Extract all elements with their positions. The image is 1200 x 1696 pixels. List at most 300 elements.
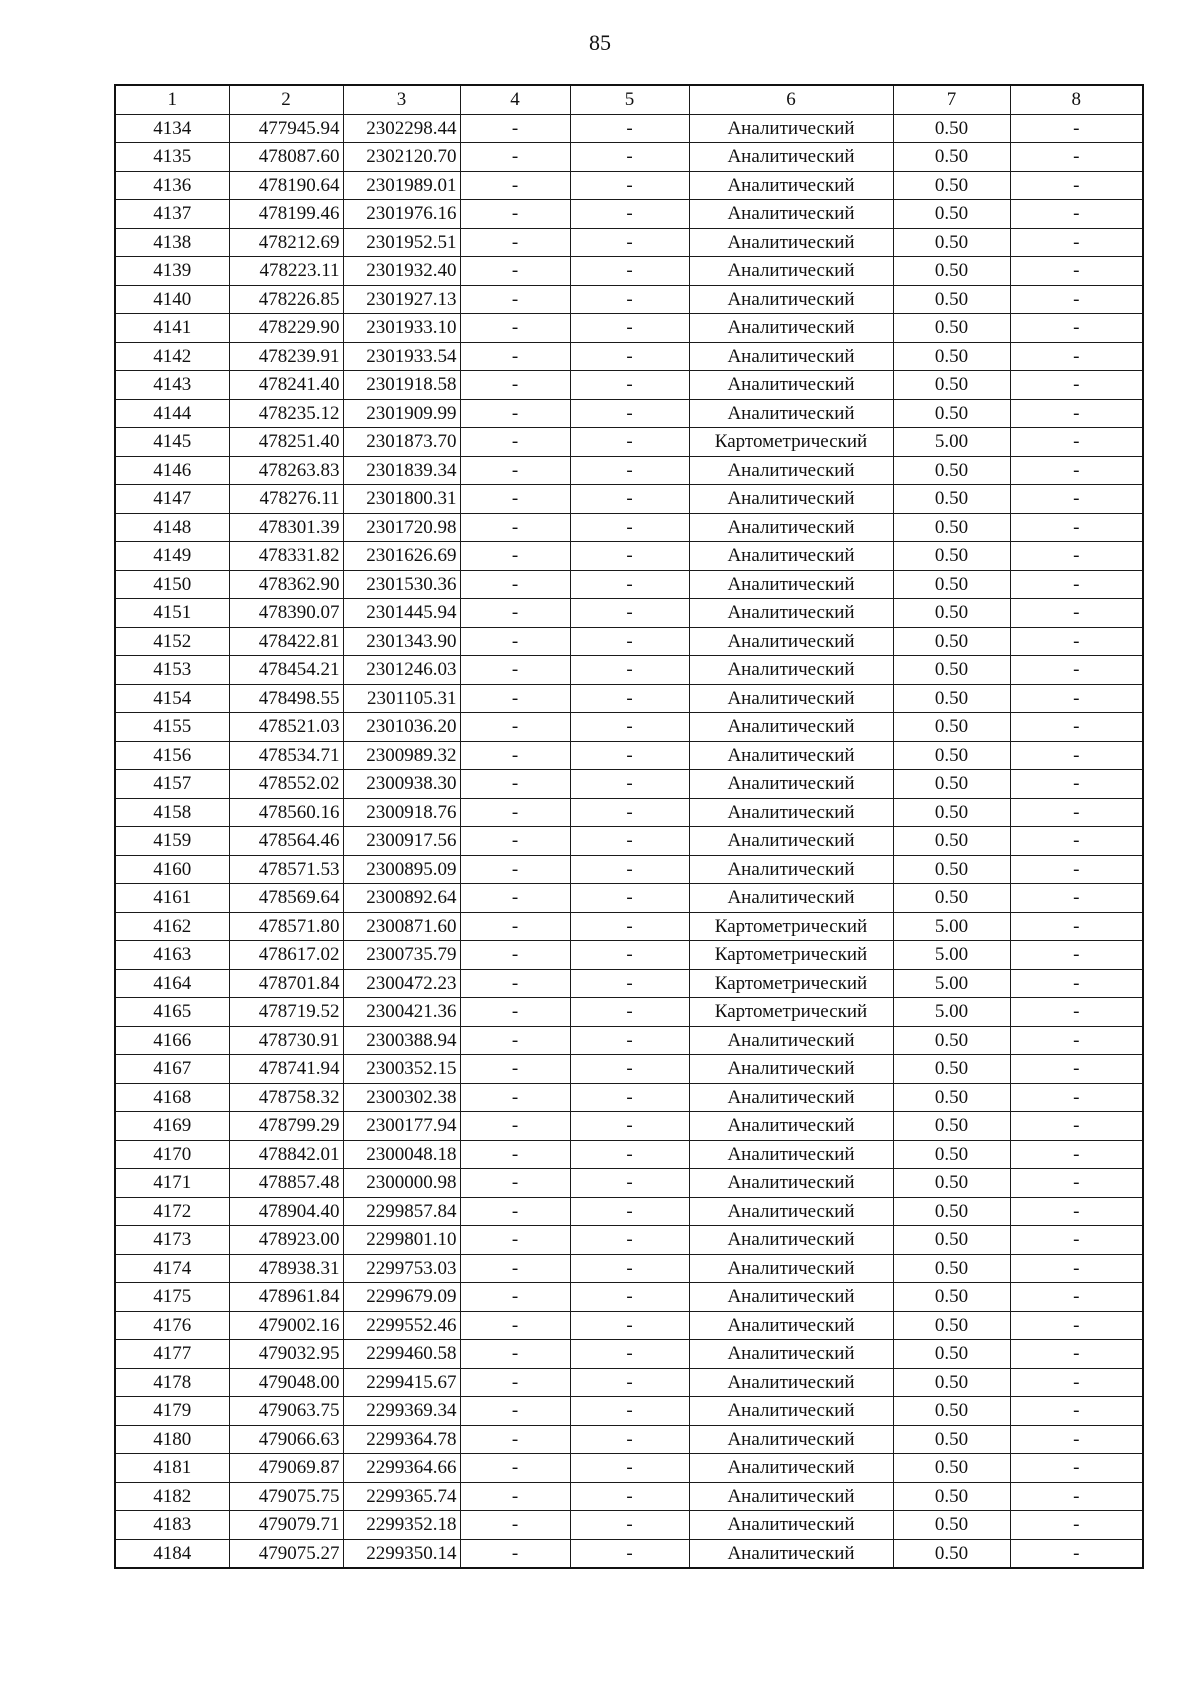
cell-col-8: - [1010,1368,1143,1397]
table-row [115,428,1143,457]
cell-method: Аналитический [689,713,893,742]
cell-method: Аналитический [689,485,893,514]
cell-coord-x: 479066.63 [229,1425,343,1454]
cell-col-5: - [570,656,689,685]
cell-col-4: - [460,855,570,884]
cell-col-4: - [460,1197,570,1226]
cell-coord-y: 2301839.34 [343,456,460,485]
cell-col-4: - [460,1254,570,1283]
cell-col-8: - [1010,371,1143,400]
cell-coord-y: 2301445.94 [343,599,460,628]
cell-col-5: - [570,342,689,371]
table-row [115,798,1143,827]
cell-method: Аналитический [689,1368,893,1397]
cell-col-8: - [1010,1169,1143,1198]
table-row [115,855,1143,884]
cell-col-4: - [460,1482,570,1511]
cell-col-8: - [1010,599,1143,628]
cell-point-number: 4173 [115,1226,229,1255]
cell-point-number: 4153 [115,656,229,685]
cell-method: Аналитический [689,1397,893,1426]
cell-method: Аналитический [689,1454,893,1483]
cell-coord-y: 2301246.03 [343,656,460,685]
table-header [115,85,1143,114]
cell-point-number: 4142 [115,342,229,371]
cell-coord-x: 479048.00 [229,1368,343,1397]
cell-point-number: 4175 [115,1283,229,1312]
cell-col-5: - [570,200,689,229]
cell-coord-y: 2300871.60 [343,912,460,941]
cell-method: Аналитический [689,656,893,685]
cell-col-5: - [570,627,689,656]
cell-col-8: - [1010,228,1143,257]
cell-col-5: - [570,1511,689,1540]
cell-coord-x: 478857.48 [229,1169,343,1198]
cell-col-5: - [570,456,689,485]
cell-col-4: - [460,228,570,257]
cell-coord-x: 478301.39 [229,513,343,542]
cell-coord-y: 2300472.23 [343,969,460,998]
cell-coord-x: 478799.29 [229,1112,343,1141]
cell-coord-y: 2301932.40 [343,257,460,286]
cell-col-8: - [1010,1140,1143,1169]
cell-col-8: - [1010,827,1143,856]
cell-coord-y: 2299365.74 [343,1482,460,1511]
cell-coord-y: 2299364.78 [343,1425,460,1454]
cell-accuracy: 5.00 [893,969,1010,998]
cell-accuracy: 0.50 [893,114,1010,143]
cell-col-8: - [1010,1055,1143,1084]
cell-coord-x: 478212.69 [229,228,343,257]
cell-method: Аналитический [689,200,893,229]
cell-coord-x: 479002.16 [229,1311,343,1340]
cell-col-4: - [460,713,570,742]
cell-col-5: - [570,1254,689,1283]
cell-col-5: - [570,599,689,628]
cell-method: Аналитический [689,371,893,400]
cell-coord-y: 2299415.67 [343,1368,460,1397]
cell-col-5: - [570,1397,689,1426]
cell-col-5: - [570,770,689,799]
cell-point-number: 4146 [115,456,229,485]
cell-coord-y: 2299350.14 [343,1539,460,1568]
cell-col-4: - [460,1140,570,1169]
cell-method: Аналитический [689,1112,893,1141]
cell-col-4: - [460,143,570,172]
table-row [115,1397,1143,1426]
column-header-1: 1 [115,85,229,114]
cell-point-number: 4183 [115,1511,229,1540]
cell-accuracy: 0.50 [893,257,1010,286]
cell-coord-x: 478938.31 [229,1254,343,1283]
cell-coord-y: 2302298.44 [343,114,460,143]
cell-col-5: - [570,513,689,542]
cell-coord-x: 479069.87 [229,1454,343,1483]
cell-point-number: 4148 [115,513,229,542]
cell-col-4: - [460,342,570,371]
cell-coord-x: 478190.64 [229,171,343,200]
cell-col-8: - [1010,143,1143,172]
cell-col-4: - [460,1368,570,1397]
cell-col-8: - [1010,1539,1143,1568]
cell-method: Аналитический [689,827,893,856]
cell-coord-x: 478498.55 [229,684,343,713]
cell-coord-y: 2301976.16 [343,200,460,229]
cell-col-8: - [1010,1254,1143,1283]
cell-col-8: - [1010,1511,1143,1540]
cell-col-8: - [1010,314,1143,343]
cell-col-8: - [1010,485,1143,514]
table-row [115,941,1143,970]
cell-accuracy: 0.50 [893,1083,1010,1112]
table-header-row [115,85,1143,114]
table-row [115,1083,1143,1112]
cell-col-5: - [570,1283,689,1312]
cell-method: Аналитический [689,456,893,485]
cell-coord-x: 478226.85 [229,285,343,314]
cell-col-4: - [460,485,570,514]
cell-col-8: - [1010,1112,1143,1141]
table-row [115,171,1143,200]
cell-method: Аналитический [689,1425,893,1454]
cell-col-5: - [570,912,689,941]
cell-accuracy: 0.50 [893,1197,1010,1226]
cell-method: Аналитический [689,171,893,200]
cell-point-number: 4135 [115,143,229,172]
cell-col-5: - [570,1083,689,1112]
cell-point-number: 4138 [115,228,229,257]
column-header-8: 8 [1010,85,1143,114]
cell-col-8: - [1010,1083,1143,1112]
cell-col-8: - [1010,798,1143,827]
cell-method: Аналитический [689,228,893,257]
cell-accuracy: 0.50 [893,798,1010,827]
cell-col-8: - [1010,1283,1143,1312]
table-row [115,969,1143,998]
cell-coord-y: 2300938.30 [343,770,460,799]
cell-coord-x: 478390.07 [229,599,343,628]
cell-coord-y: 2301873.70 [343,428,460,457]
cell-point-number: 4160 [115,855,229,884]
cell-col-5: - [570,1197,689,1226]
cell-col-8: - [1010,1226,1143,1255]
cell-col-4: - [460,513,570,542]
cell-point-number: 4156 [115,741,229,770]
cell-col-5: - [570,428,689,457]
cell-method: Аналитический [689,542,893,571]
cell-coord-x: 478741.94 [229,1055,343,1084]
column-header-5: 5 [570,85,689,114]
table-row [115,1454,1143,1483]
cell-col-4: - [460,570,570,599]
cell-method: Аналитический [689,570,893,599]
cell-col-5: - [570,969,689,998]
table-row [115,285,1143,314]
cell-coord-y: 2301918.58 [343,371,460,400]
cell-accuracy: 0.50 [893,399,1010,428]
table-row [115,1226,1143,1255]
table-row [115,314,1143,343]
table-row [115,998,1143,1027]
cell-coord-x: 478534.71 [229,741,343,770]
cell-col-4: - [460,741,570,770]
table-row [115,371,1143,400]
cell-accuracy: 0.50 [893,1368,1010,1397]
cell-col-8: - [1010,656,1143,685]
cell-col-8: - [1010,1454,1143,1483]
cell-coord-x: 478454.21 [229,656,343,685]
cell-coord-x: 478263.83 [229,456,343,485]
cell-accuracy: 0.50 [893,1454,1010,1483]
cell-col-4: - [460,1539,570,1568]
cell-point-number: 4168 [115,1083,229,1112]
cell-point-number: 4163 [115,941,229,970]
cell-coord-y: 2300421.36 [343,998,460,1027]
cell-method: Аналитический [689,1055,893,1084]
cell-coord-x: 478521.03 [229,713,343,742]
cell-col-8: - [1010,941,1143,970]
cell-col-5: - [570,1055,689,1084]
cell-accuracy: 5.00 [893,941,1010,970]
cell-col-5: - [570,485,689,514]
cell-coord-y: 2301626.69 [343,542,460,571]
cell-method: Аналитический [689,1511,893,1540]
cell-col-5: - [570,1026,689,1055]
table-row [115,741,1143,770]
table-row [115,114,1143,143]
cell-point-number: 4166 [115,1026,229,1055]
cell-method: Аналитический [689,884,893,913]
cell-accuracy: 0.50 [893,1226,1010,1255]
cell-col-4: - [460,1340,570,1369]
cell-coord-x: 478199.46 [229,200,343,229]
cell-coord-x: 478251.40 [229,428,343,457]
cell-col-8: - [1010,1026,1143,1055]
cell-col-8: - [1010,513,1143,542]
cell-coord-x: 478617.02 [229,941,343,970]
cell-coord-x: 478241.40 [229,371,343,400]
cell-point-number: 4139 [115,257,229,286]
table-row [115,1425,1143,1454]
cell-accuracy: 0.50 [893,1425,1010,1454]
cell-method: Аналитический [689,114,893,143]
cell-col-5: - [570,314,689,343]
cell-coord-y: 2301720.98 [343,513,460,542]
cell-coord-x: 478276.11 [229,485,343,514]
table-row [115,656,1143,685]
cell-coord-y: 2301933.54 [343,342,460,371]
cell-col-5: - [570,143,689,172]
table-row [115,1055,1143,1084]
cell-col-8: - [1010,1397,1143,1426]
cell-accuracy: 0.50 [893,542,1010,571]
cell-coord-x: 478331.82 [229,542,343,571]
cell-col-4: - [460,941,570,970]
cell-coord-y: 2301909.99 [343,399,460,428]
cell-accuracy: 0.50 [893,1026,1010,1055]
cell-point-number: 4141 [115,314,229,343]
cell-method: Аналитический [689,1482,893,1511]
cell-col-8: - [1010,257,1143,286]
cell-coord-x: 478904.40 [229,1197,343,1226]
table-row [115,827,1143,856]
cell-col-8: - [1010,741,1143,770]
cell-col-5: - [570,1454,689,1483]
cell-method: Аналитический [689,399,893,428]
cell-coord-y: 2301105.31 [343,684,460,713]
cell-coord-x: 478923.00 [229,1226,343,1255]
table-body [115,114,1143,1568]
cell-col-4: - [460,371,570,400]
column-header-4: 4 [460,85,570,114]
cell-accuracy: 0.50 [893,456,1010,485]
cell-method: Аналитический [689,1283,893,1312]
cell-point-number: 4167 [115,1055,229,1084]
cell-col-5: - [570,1169,689,1198]
cell-col-4: - [460,827,570,856]
cell-col-4: - [460,1311,570,1340]
cell-col-4: - [460,1283,570,1312]
cell-col-5: - [570,228,689,257]
cell-col-4: - [460,1425,570,1454]
cell-coord-y: 2299364.66 [343,1454,460,1483]
cell-col-8: - [1010,200,1143,229]
table-row [115,257,1143,286]
cell-col-4: - [460,1169,570,1198]
cell-col-4: - [460,1511,570,1540]
table-row [115,1283,1143,1312]
cell-method: Аналитический [689,741,893,770]
cell-coord-x: 478571.53 [229,855,343,884]
cell-accuracy: 5.00 [893,998,1010,1027]
cell-col-5: - [570,998,689,1027]
cell-coord-x: 479075.27 [229,1539,343,1568]
cell-accuracy: 0.50 [893,314,1010,343]
cell-point-number: 4145 [115,428,229,457]
cell-coord-y: 2300302.38 [343,1083,460,1112]
cell-coord-x: 478758.32 [229,1083,343,1112]
cell-method: Аналитический [689,314,893,343]
cell-col-5: - [570,1539,689,1568]
cell-col-4: - [460,200,570,229]
cell-col-4: - [460,114,570,143]
cell-coord-x: 478239.91 [229,342,343,371]
cell-col-8: - [1010,998,1143,1027]
table-row [115,684,1143,713]
cell-coord-y: 2300177.94 [343,1112,460,1141]
cell-coord-x: 478719.52 [229,998,343,1027]
cell-method: Аналитический [689,627,893,656]
cell-coord-x: 478560.16 [229,798,343,827]
cell-point-number: 4179 [115,1397,229,1426]
cell-point-number: 4181 [115,1454,229,1483]
cell-col-4: - [460,684,570,713]
cell-method: Аналитический [689,770,893,799]
cell-point-number: 4184 [115,1539,229,1568]
cell-coord-y: 2300917.56 [343,827,460,856]
table-row [115,770,1143,799]
table-row [115,1311,1143,1340]
cell-coord-x: 479063.75 [229,1397,343,1426]
cell-col-8: - [1010,969,1143,998]
cell-method: Картометрический [689,428,893,457]
table-row [115,713,1143,742]
cell-col-4: - [460,171,570,200]
cell-col-5: - [570,1226,689,1255]
cell-accuracy: 0.50 [893,1511,1010,1540]
table-row [115,143,1143,172]
cell-point-number: 4134 [115,114,229,143]
cell-point-number: 4172 [115,1197,229,1226]
cell-point-number: 4154 [115,684,229,713]
cell-point-number: 4162 [115,912,229,941]
cell-col-5: - [570,741,689,770]
cell-accuracy: 5.00 [893,912,1010,941]
cell-accuracy: 0.50 [893,684,1010,713]
cell-col-8: - [1010,542,1143,571]
table-row [115,1026,1143,1055]
cell-accuracy: 0.50 [893,599,1010,628]
cell-col-4: - [460,1454,570,1483]
cell-coord-y: 2299369.34 [343,1397,460,1426]
cell-method: Аналитический [689,1539,893,1568]
table-row [115,1140,1143,1169]
cell-coord-x: 478229.90 [229,314,343,343]
cell-col-5: - [570,1140,689,1169]
cell-accuracy: 0.50 [893,1055,1010,1084]
table-row [115,599,1143,628]
cell-accuracy: 0.50 [893,855,1010,884]
cell-method: Аналитический [689,1226,893,1255]
cell-col-5: - [570,1311,689,1340]
cell-col-8: - [1010,570,1143,599]
cell-accuracy: 0.50 [893,1311,1010,1340]
cell-coord-x: 478422.81 [229,627,343,656]
cell-col-8: - [1010,1311,1143,1340]
cell-col-5: - [570,1368,689,1397]
cell-col-4: - [460,257,570,286]
cell-accuracy: 0.50 [893,570,1010,599]
cell-accuracy: 0.50 [893,741,1010,770]
cell-coord-y: 2300892.64 [343,884,460,913]
cell-coord-y: 2300352.15 [343,1055,460,1084]
cell-accuracy: 0.50 [893,228,1010,257]
cell-coord-x: 478362.90 [229,570,343,599]
cell-point-number: 4147 [115,485,229,514]
table-row [115,513,1143,542]
table-row [115,1511,1143,1540]
cell-accuracy: 0.50 [893,143,1010,172]
cell-accuracy: 0.50 [893,1397,1010,1426]
column-header-7: 7 [893,85,1010,114]
cell-col-8: - [1010,285,1143,314]
cell-point-number: 4159 [115,827,229,856]
cell-coord-y: 2301800.31 [343,485,460,514]
cell-method: Аналитический [689,285,893,314]
cell-coord-x: 477945.94 [229,114,343,143]
cell-col-8: - [1010,1425,1143,1454]
cell-coord-y: 2301989.01 [343,171,460,200]
cell-point-number: 4169 [115,1112,229,1141]
cell-coord-x: 478569.64 [229,884,343,913]
cell-coord-x: 478087.60 [229,143,343,172]
cell-accuracy: 0.50 [893,884,1010,913]
table-row [115,399,1143,428]
cell-accuracy: 0.50 [893,200,1010,229]
cell-col-4: - [460,399,570,428]
table-row [115,200,1143,229]
table-row [115,1197,1143,1226]
